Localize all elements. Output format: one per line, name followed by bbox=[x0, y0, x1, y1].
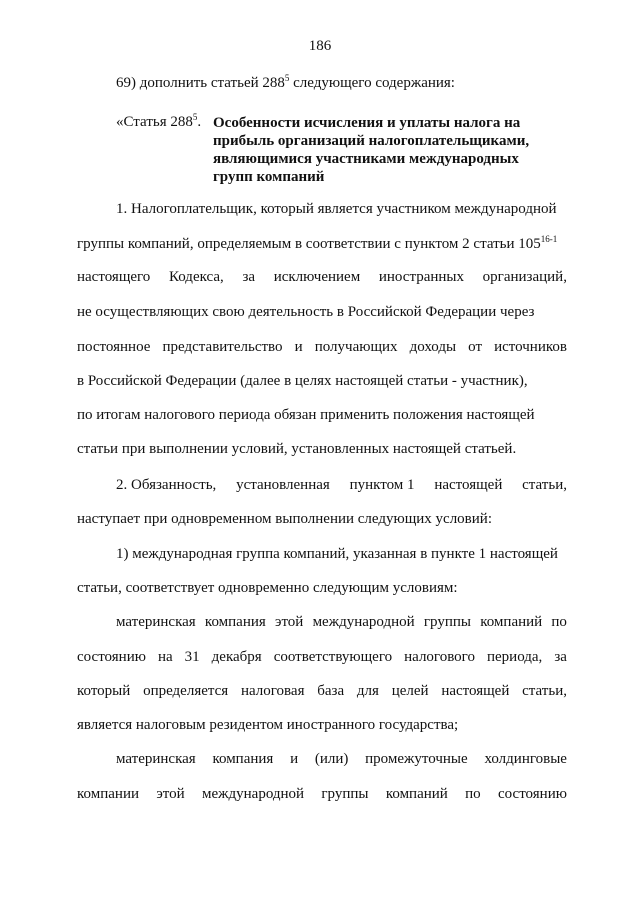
word: периода, bbox=[486, 649, 543, 665]
p1-line6: в Российской Федерации (далее в целях настоящей статьи - участник), bbox=[77, 373, 528, 389]
word: постоянное bbox=[77, 339, 151, 355]
p1-line2-sup: 16-1 bbox=[540, 234, 558, 244]
word: определяется bbox=[143, 683, 229, 699]
p1-line2 bbox=[77, 235, 567, 253]
word: получающих bbox=[314, 339, 398, 355]
word: международной bbox=[201, 786, 305, 802]
word: группы bbox=[321, 786, 369, 802]
word: холдинговые bbox=[484, 751, 567, 767]
word: состоянию bbox=[498, 786, 567, 802]
word: за bbox=[242, 269, 256, 285]
word: настоящей bbox=[434, 477, 503, 493]
article-label-suffix: . bbox=[197, 114, 202, 130]
word: представительство bbox=[162, 339, 283, 355]
word: статьи, bbox=[522, 683, 567, 699]
word: и bbox=[290, 751, 299, 767]
word: налогового bbox=[404, 649, 475, 665]
word: 31 bbox=[184, 649, 200, 665]
p4-line4: является налоговым резидентом иностранного государства; bbox=[77, 717, 459, 733]
article-label bbox=[116, 114, 201, 131]
word: который bbox=[77, 683, 131, 699]
word: материнская bbox=[116, 614, 196, 630]
p2-line2: наступает при одновременном выполнении следующих условий: bbox=[77, 511, 492, 527]
article-title-line: прибыль организаций налогоплательщиками, bbox=[213, 133, 530, 149]
word: налоговая bbox=[240, 683, 305, 699]
word: и bbox=[294, 339, 303, 355]
word: компания bbox=[204, 614, 266, 630]
p2-line1 bbox=[116, 476, 567, 494]
word: материнская bbox=[116, 751, 196, 767]
article-label-prefix: «Статья 288 bbox=[116, 114, 193, 130]
word: доходы bbox=[409, 339, 457, 355]
word: для bbox=[356, 683, 379, 699]
intro-sup: 5 bbox=[284, 73, 290, 83]
word: база bbox=[317, 683, 345, 699]
p4-line1 bbox=[116, 613, 567, 631]
word: настоящего bbox=[77, 269, 151, 285]
word: источников bbox=[494, 339, 567, 355]
page-number: 186 bbox=[308, 38, 332, 54]
word: иностранных bbox=[378, 269, 464, 285]
word: декабря bbox=[211, 649, 262, 665]
p3-line2: статьи, соответствует одновременно следующим условиям: bbox=[77, 580, 458, 596]
word: статьи, bbox=[522, 477, 567, 493]
p4-line2 bbox=[77, 648, 567, 666]
word: соответствующего bbox=[273, 649, 393, 665]
word: пунктом 1 bbox=[349, 477, 415, 493]
word: целей bbox=[391, 683, 429, 699]
word: исключением bbox=[273, 269, 361, 285]
p1-line4: не осуществляющих свою деятельность в Российской Федерации через bbox=[77, 304, 535, 320]
article-title-line: групп компаний bbox=[213, 169, 325, 185]
word: установленная bbox=[236, 477, 330, 493]
word: настоящей bbox=[441, 683, 510, 699]
word: компания bbox=[212, 751, 274, 767]
article-title-line: Особенности исчисления и уплаты налога на bbox=[213, 115, 521, 131]
p1-line7: по итогам налогового периода обязан применить положения настоящей bbox=[77, 407, 535, 423]
p5-line1 bbox=[116, 750, 567, 768]
article-title bbox=[213, 114, 553, 186]
p1-line8: статьи при выполнении условий, установленных настоящей статьей. bbox=[77, 441, 517, 457]
word: по bbox=[551, 614, 567, 630]
p1-line5 bbox=[77, 338, 567, 356]
word: организаций, bbox=[482, 269, 567, 285]
word: компании bbox=[77, 786, 139, 802]
word: на bbox=[157, 649, 173, 665]
p5-line2 bbox=[77, 785, 567, 803]
word: 2. Обязанность, bbox=[116, 477, 217, 493]
intro-prefix: 69) дополнить статьей 288 bbox=[116, 75, 285, 91]
article-title-line: являющимися участниками международных bbox=[213, 151, 519, 167]
word: компаний bbox=[480, 614, 543, 630]
p1-line3 bbox=[77, 268, 567, 286]
word: этой bbox=[275, 614, 304, 630]
p1-line1: 1. Налогоплательщик, который является участником международной bbox=[116, 201, 557, 217]
word: группы bbox=[423, 614, 471, 630]
word: от bbox=[468, 339, 483, 355]
word: этой bbox=[156, 786, 185, 802]
word: промежуточные bbox=[365, 751, 468, 767]
intro-line bbox=[116, 74, 567, 92]
p3-line1: 1) международная группа компаний, указанная в пункте 1 настоящей bbox=[116, 546, 558, 562]
article-label-sup: 5 bbox=[192, 112, 198, 122]
word: по bbox=[465, 786, 481, 802]
word: состоянию bbox=[77, 649, 146, 665]
word: (или) bbox=[314, 751, 349, 767]
word: международной bbox=[312, 614, 415, 630]
word: Кодекса, bbox=[168, 269, 224, 285]
p1-line2-text: группы компаний, определяемым в соответствии с пунктом 2 статьи 105 bbox=[77, 236, 541, 252]
intro-suffix: следующего содержания: bbox=[289, 75, 455, 91]
word: компаний bbox=[385, 786, 448, 802]
word: за bbox=[554, 649, 567, 665]
p4-line3 bbox=[77, 682, 567, 700]
